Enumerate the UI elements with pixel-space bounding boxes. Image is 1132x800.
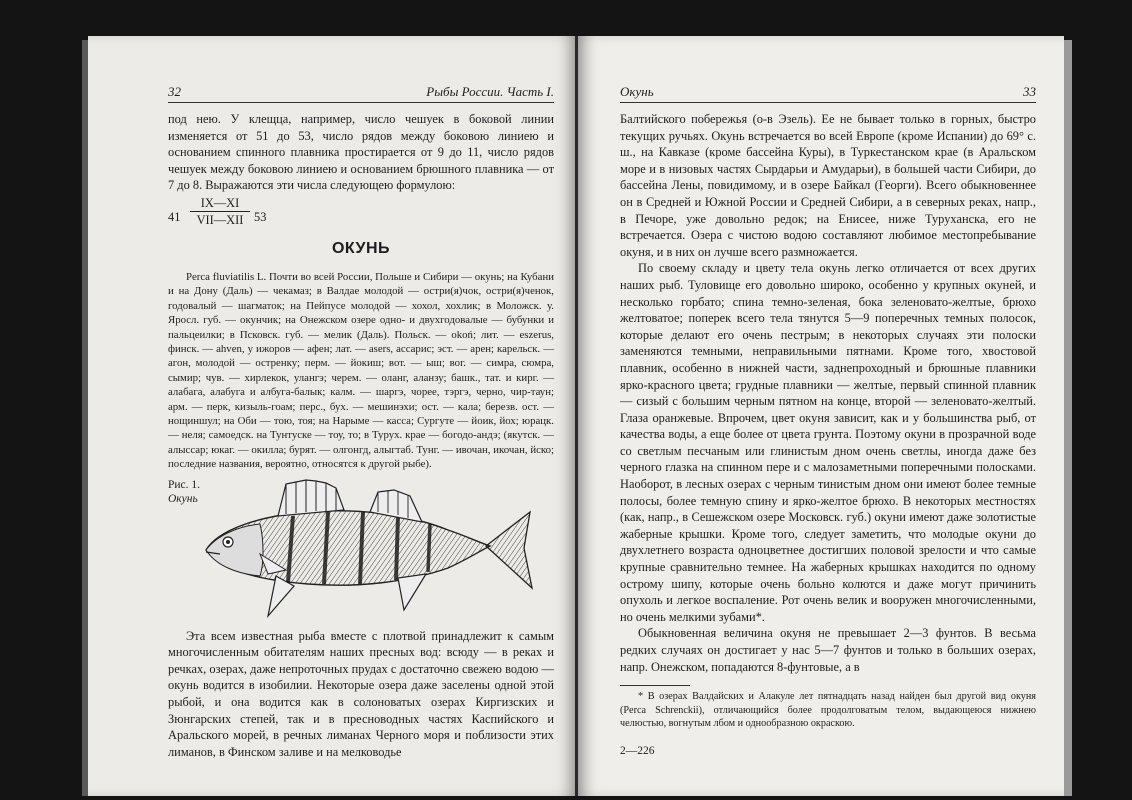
running-head-title-left: Рыбы России. Часть I. <box>426 84 554 99</box>
figure-perch <box>168 478 554 628</box>
printer-signature: 2—226 <box>620 744 655 757</box>
left-page <box>88 36 576 796</box>
formula-fraction <box>190 196 250 228</box>
running-header-left <box>168 84 554 103</box>
body-paragraph-left: Эта всем известная рыба вместе с плотвой принадлежит к самым многочисленным обитателям наших пресных вод: всюду — в реках и речках, озерах, даже непроточных прудах с достаточно свежею водою — окунь водится в изобилии. Некоторые озера даже заселены одной этой рыбой, и она водится как в солоноватых озерах Киргизских и Зюнгарских степей, так и в пресноводных частях Каспийского и Аральского морей, в речных лиманах Черного моря и поблизости этих лиманов, в Финском заливе и на мелководье <box>168 628 554 759</box>
paragraph-distribution: Балтийского побережья (о-в Эзель). Ее не бывает только в горных, быстро текущих ручьях. Окунь встречается во всей Европе (кроме Испании) до 69° с. ш., на Кавказе (кроме бассейна Куры), в Туркестанском крае (в Аральском море и в низовых частях Сырдарьи и Амударьи), в большей части Сибири, до бассейна Лены, повидимому, и в озере Байкал (Георги). Всего обыкновеннее он в Средней и Южной России и Средней Сибири, а в северных реках, напр., в Печоре, уже довольно редок; на Енисее, ниже Туруханска, его не встречается. Озера с чистою водою составляют любимое местопребывание окуня, и в них он лучше всего размножается. <box>620 112 1036 259</box>
footnote-rule <box>620 685 690 686</box>
scale-formula <box>168 196 554 232</box>
formula-numerator: IX—XI <box>190 196 250 212</box>
section-title: ОКУНЬ <box>331 239 391 257</box>
right-page <box>578 36 1064 796</box>
figure-caption-name: Окунь <box>168 492 198 505</box>
formula-left-value: 41 <box>168 209 181 224</box>
running-header-right <box>620 84 1036 103</box>
formula-right-value: 53 <box>254 209 267 224</box>
page-number-right: 33 <box>1023 84 1036 99</box>
footnote: * В озерах Валдайских и Алакуле лет пятнадцать назад найден был другой вид окуня (Perca Schrenckii), отличающийся более продолговатым телом, выдающеюся нижнею челюстью, вогнутым лбом и однообразною окраскою. <box>620 691 1036 730</box>
names-paragraph: Perca fluviatilis L. Почти во всей России, Польше и Сибири — окунь; на Кубани и на Дону (Даль) — чекамаз; в Валдае молодой — остри(я)чок, остри(я)ченок, годовалый — шагматок; на Пейпусе молодой — хохол, хохлик; в Моложск. у. Яросл. губ. — окунчик; на Онежском озере одно- и двухгодовалые — бубунки и пальцеилки; в Псковск. губ. — мелик (Даль). Польск. — okoń; лит. — eszerus, финск. — ahven, у ижоров — афен; лат. — asers, ассарис; эст. — арен; карельск. — агон, молодой — остренку; перм. — йокиш; вот. — ыш; вог. — симра, сюмра, сымир; чув. — хирлекок, улангэ; черем. — оланг, аланзу; башк., тат. и кирг. — алабага, алабуга и албуга-балык; калм. — шаргэ, чорее, тэргэ, черно, чир-таун; арм. — перк, кизыль-гоам; перс., бух. — мешинэхи; ост. — кала; березв. ост. — нощиншул; на Оби — тою, тоя; на Нарыме — касса; Сургуте — йоик, йох; юрацк. — неля; самоедск. на Тунтуске — тоу, то; в Турух. крае — богодо-андэ; (якутск. — алыссар; юкаг. — окилла; бурят. — олгонгд, алыгтаб. Тунг. — ивочан, икочан, йско; последние названия, вероятно, относятся к другой рыбе). <box>168 270 554 471</box>
figure-caption <box>168 478 200 506</box>
formula-denominator: VII—XII <box>196 212 244 227</box>
page-number-left: 32 <box>168 84 181 99</box>
running-head-title-right: Окунь <box>620 84 654 99</box>
figure-caption-label: Рис. 1. <box>168 478 201 491</box>
paragraph-appearance: По своему складу и цвету тела окунь легко отличается от всех других наших рыб. Туловище его довольно широко, особенно у крупных окуней, и несколько горбато; спина темно-зеленая, бока зеленовато-желтые, брюхо желтоватое; поперек всего тела тянутся 5—9 поперечных темных полосок, которые делают его очень пестрым; в некоторых случаях эти полоски заменяются темными, неправильными пятнами. Кроме того, хвостовой плавник, особенно в нижней части, заднепроходный и брюшные плавники ярко-красного цвета; грудные плавники — желтые, первый спинной плавник — сизый с большим черным пятном на конце, второй — зеленовато-желтый. Глаза оранжевые. Впрочем, цвет окуня зависит, как и у большинства рыб, от качества воды, а еще более от цвета грунта. Поэтому окуни в прозрачной воде со светлым песчаным или глинистым дном очень светлы, иногда даже без черного глазка на спинном пере и с малозаметными поперечными полосками. Наоборот, в лесных озерах с черным тинистым дном они имеют более темные полосы, более темную спину и ярко-желтое брюхо. В некоторых местностях (как, напр., в Сешежском озере Московск. губ.) окуни имеют даже золотистые жаберные крышки. Кроме того, следует заметить, что молодые окуни до двухлетнего возраста одноцветнее достигших половой зрелости и что самые крупные сравнительно темнее. На жаберных крышках находится по одному острому шипу, которые очень больно колются и даже могут причинить опухоль и легкое воспаление. Рот очень велик и вооружен многочисленными, но очень мелкими зубами*. <box>620 261 1036 624</box>
perch-illustration <box>198 478 538 628</box>
intro-paragraph: под нею. У клещца, например, число чешуек в боковой линии изменяется от 51 до 53, число рядов между боковою линиею и основанием спинного плавника простирается от 9 до 11, число рядов чешуек между боковою линиею и основанием брюшного плавника — от 7 до 8. Выражаются эти числа следующею формулою: <box>168 112 554 193</box>
paragraph-size: Обыкновенная величина окуня не превышает 2—3 фунтов. В весьма редких случаях он достигает у нас 5—7 фунтов и только в больших озерах, напр. Онежском, попадаются 8-фунтовые, а в <box>620 626 1036 674</box>
